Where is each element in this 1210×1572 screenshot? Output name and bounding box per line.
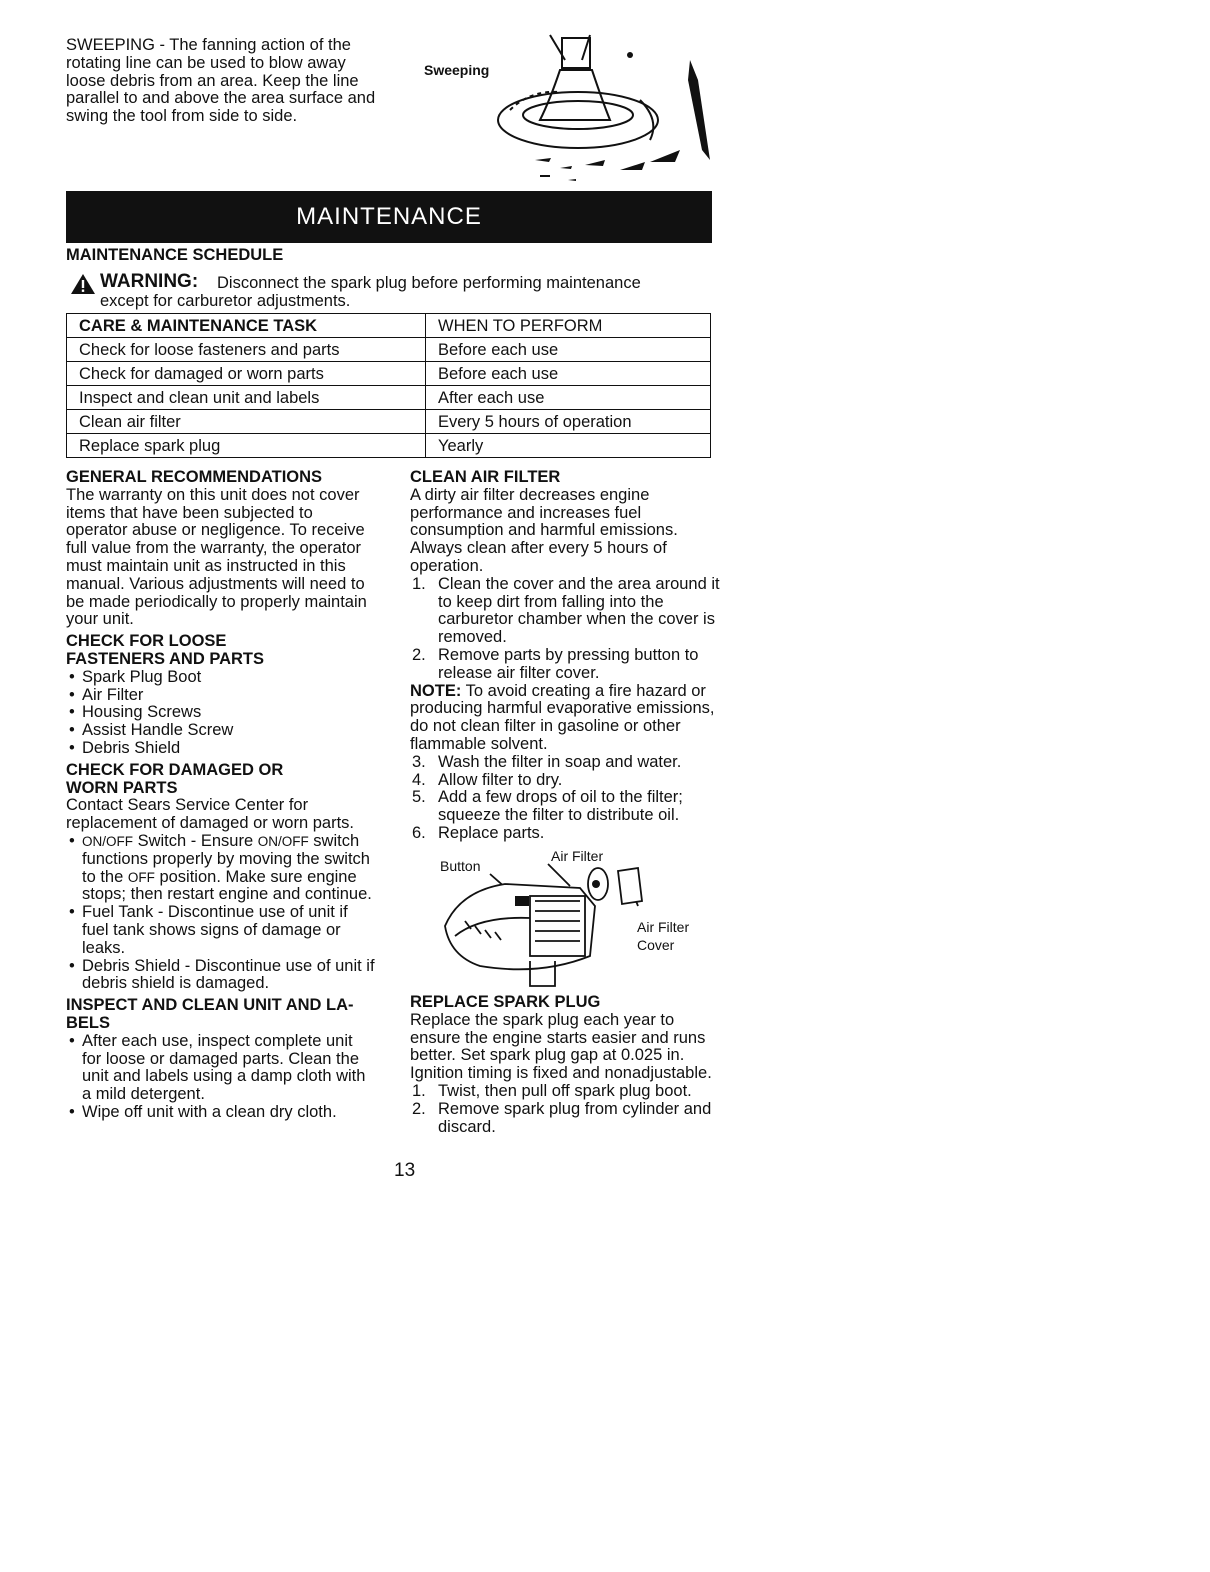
inspect-clean-heading-line2: BELS: [66, 1013, 111, 1032]
table-header-when: WHEN TO PERFORM: [426, 314, 711, 338]
replace-spark-plug-section: [410, 994, 722, 1136]
table-row: [67, 362, 711, 386]
step-text: Twist, then pull off spark plug boot.: [438, 1081, 692, 1100]
table-cell-task: Clean air filter: [67, 410, 426, 434]
step-number: 4.: [412, 770, 426, 789]
check-damaged-text: Contact Sears Service Center for replacement of damaged or worn parts.: [66, 796, 354, 833]
air-filter-steps-a: [410, 576, 722, 683]
maintenance-schedule-table: [66, 313, 711, 458]
table-cell-task: Inspect and clean unit and labels: [67, 386, 426, 410]
table-cell-task: Check for damaged or worn parts: [67, 362, 426, 386]
step-number: 6.: [412, 823, 426, 842]
step-item: [410, 772, 722, 790]
check-damaged-heading-line2: WORN PARTS: [66, 778, 178, 797]
warning-label: WARNING:: [100, 271, 199, 292]
page-number: 13: [394, 1160, 416, 1181]
maintenance-schedule-heading: MAINTENANCE SCHEDULE: [66, 246, 284, 264]
list-item: • Air Filter: [66, 687, 376, 705]
check-loose-heading: [66, 633, 376, 669]
onoff-label-2: ON/OFF: [257, 833, 309, 849]
sweeping-figure-label: Sweeping: [424, 62, 490, 78]
list-item: • Debris Shield: [66, 740, 376, 758]
table-header-task: CARE & MAINTENANCE TASK: [67, 314, 426, 338]
list-item: • Wipe off unit with a clean dry cloth.: [66, 1104, 376, 1122]
note-label: NOTE:: [410, 681, 462, 700]
check-loose-heading-line2: FASTENERS AND PARTS: [66, 649, 265, 668]
maintenance-banner: MAINTENANCE: [66, 191, 712, 243]
list-item: • After each use, inspect complete unit for loose or damaged parts. Clean the unit and labels using a damp cloth with a mild detergent.: [66, 1033, 376, 1104]
sweeping-paragraph: SWEEPING - The fanning action of the rotating line can be used to blow away loose debris from an area. Keep the line parallel to and above the area surface and swing the tool from side to side.: [66, 36, 376, 126]
table-cell-when: After each use: [426, 386, 711, 410]
step-number: 3.: [412, 752, 426, 771]
table-row: [67, 338, 711, 362]
list-item-debris-shield: • Debris Shield - Discontinue use of unit if debris shield is damaged.: [66, 958, 376, 994]
engine-air-filter-illustration: [420, 846, 650, 994]
step-item: [410, 1101, 722, 1137]
inspect-clean-heading-line1: INSPECT AND CLEAN UNIT AND LA-: [66, 996, 354, 1015]
off-label: OFF: [127, 869, 155, 885]
step-number: 5.: [412, 788, 426, 807]
figure-label-air-filter-cover-line2: Cover: [637, 937, 675, 953]
list-item: • Assist Handle Screw: [66, 722, 376, 740]
note-paragraph: [410, 683, 722, 754]
loose-parts-list: [66, 669, 376, 758]
spark-plug-steps: [410, 1083, 722, 1136]
check-loose-heading-line1: CHECK FOR LOOSE: [66, 632, 227, 651]
step-number: 2.: [412, 1099, 426, 1118]
step-item: [410, 825, 722, 843]
step-item: [410, 789, 722, 825]
table-cell-task: Replace spark plug: [67, 434, 426, 458]
inspect-list: [66, 1033, 376, 1122]
general-recommendations-text: The warranty on this unit does not cover items that have been subjected to operator abuse or negligence. To receive full value from the warranty, the operator must maintain unit as instructed in this manual. Various adjustments will need to be made periodically to properly maintain your unit.: [66, 485, 367, 629]
table-cell-when: Before each use: [426, 362, 711, 386]
left-column: [66, 469, 376, 1122]
step-number: 2.: [412, 645, 426, 664]
step-text: Add a few drops of oil to the filter; squeeze the filter to distribute oil.: [438, 788, 683, 825]
step-item: [410, 754, 722, 772]
onoff-text-3: position. Make sure engine stops; then restart engine and continue.: [82, 867, 372, 904]
figure-label-air-filter-cover-line1: Air Filter: [637, 919, 690, 935]
figure-label-button: Button: [440, 858, 481, 874]
sweeping-figure: [420, 30, 720, 190]
replace-spark-plug-heading: REPLACE SPARK PLUG: [410, 993, 601, 1011]
check-damaged-heading-line1: CHECK FOR DAMAGED OR: [66, 760, 284, 779]
list-item-onoff-switch: [66, 833, 376, 904]
step-text: Wash the filter in soap and water.: [438, 752, 682, 771]
right-column: [410, 469, 722, 843]
warning-text-continued: except for carburetor adjustments.: [100, 292, 351, 310]
note-text: To avoid creating a fire hazard or producing harmful evaporative emissions, do not clean filter in gasoline or other flammable solvent.: [410, 681, 715, 753]
table-row: [67, 410, 711, 434]
step-item: [410, 576, 722, 647]
list-item: • Housing Screws: [66, 704, 376, 722]
step-text: Allow filter to dry.: [438, 770, 563, 789]
list-item: • Spark Plug Boot: [66, 669, 376, 687]
check-damaged-heading: [66, 762, 376, 798]
table-row: [67, 434, 711, 458]
damaged-parts-list: [66, 833, 376, 993]
step-number: 1.: [412, 1081, 426, 1100]
clean-air-filter-text: A dirty air filter decreases engine performance and increases fuel consumption and harmful emissions. Always clean after every 5 hours of operation.: [410, 485, 678, 575]
line-trimmer-sweeping-illustration: [490, 30, 720, 190]
step-text: Remove spark plug from cylinder and discard.: [438, 1099, 712, 1136]
onoff-label: ON/OFF: [82, 833, 133, 849]
table-cell-when: Before each use: [426, 338, 711, 362]
clean-air-filter-heading: CLEAN AIR FILTER: [410, 468, 561, 486]
table-header-row: [67, 314, 711, 338]
inspect-clean-heading: [66, 997, 376, 1033]
air-filter-figure: [420, 846, 720, 994]
warning-text: Disconnect the spark plug before performing maintenance: [217, 274, 641, 292]
warning-triangle-icon: [70, 273, 96, 295]
step-number: 1.: [412, 574, 426, 593]
onoff-text: Switch - Ensure: [133, 831, 258, 850]
step-item: [410, 1083, 722, 1101]
table-cell-when: Every 5 hours of operation: [426, 410, 711, 434]
figure-label-air-filter: Air Filter: [551, 848, 604, 864]
step-text: Clean the cover and the area around it to keep dirt from falling into the carburetor chamber when the cover is removed.: [438, 574, 720, 647]
list-item-fuel-tank: • Fuel Tank - Discontinue use of unit if fuel tank shows signs of damage or leaks.: [66, 904, 376, 957]
table-cell-task: Check for loose fasteners and parts: [67, 338, 426, 362]
replace-spark-plug-text: Replace the spark plug each year to ensure the engine starts easier and runs better. Set spark plug gap at 0.025 in. Ignition timing is fixed and nonadjustable.: [410, 1010, 712, 1083]
table-cell-when: Yearly: [426, 434, 711, 458]
step-text: Remove parts by pressing button to release air filter cover.: [438, 645, 699, 682]
step-text: Replace parts.: [438, 823, 545, 842]
table-row: [67, 386, 711, 410]
general-recommendations-heading: GENERAL RECOMMENDATIONS: [66, 468, 323, 486]
air-filter-steps-b: [410, 754, 722, 843]
onoff-text-2: switch functions properly by moving the switch to the: [82, 831, 370, 886]
step-item: [410, 647, 722, 683]
